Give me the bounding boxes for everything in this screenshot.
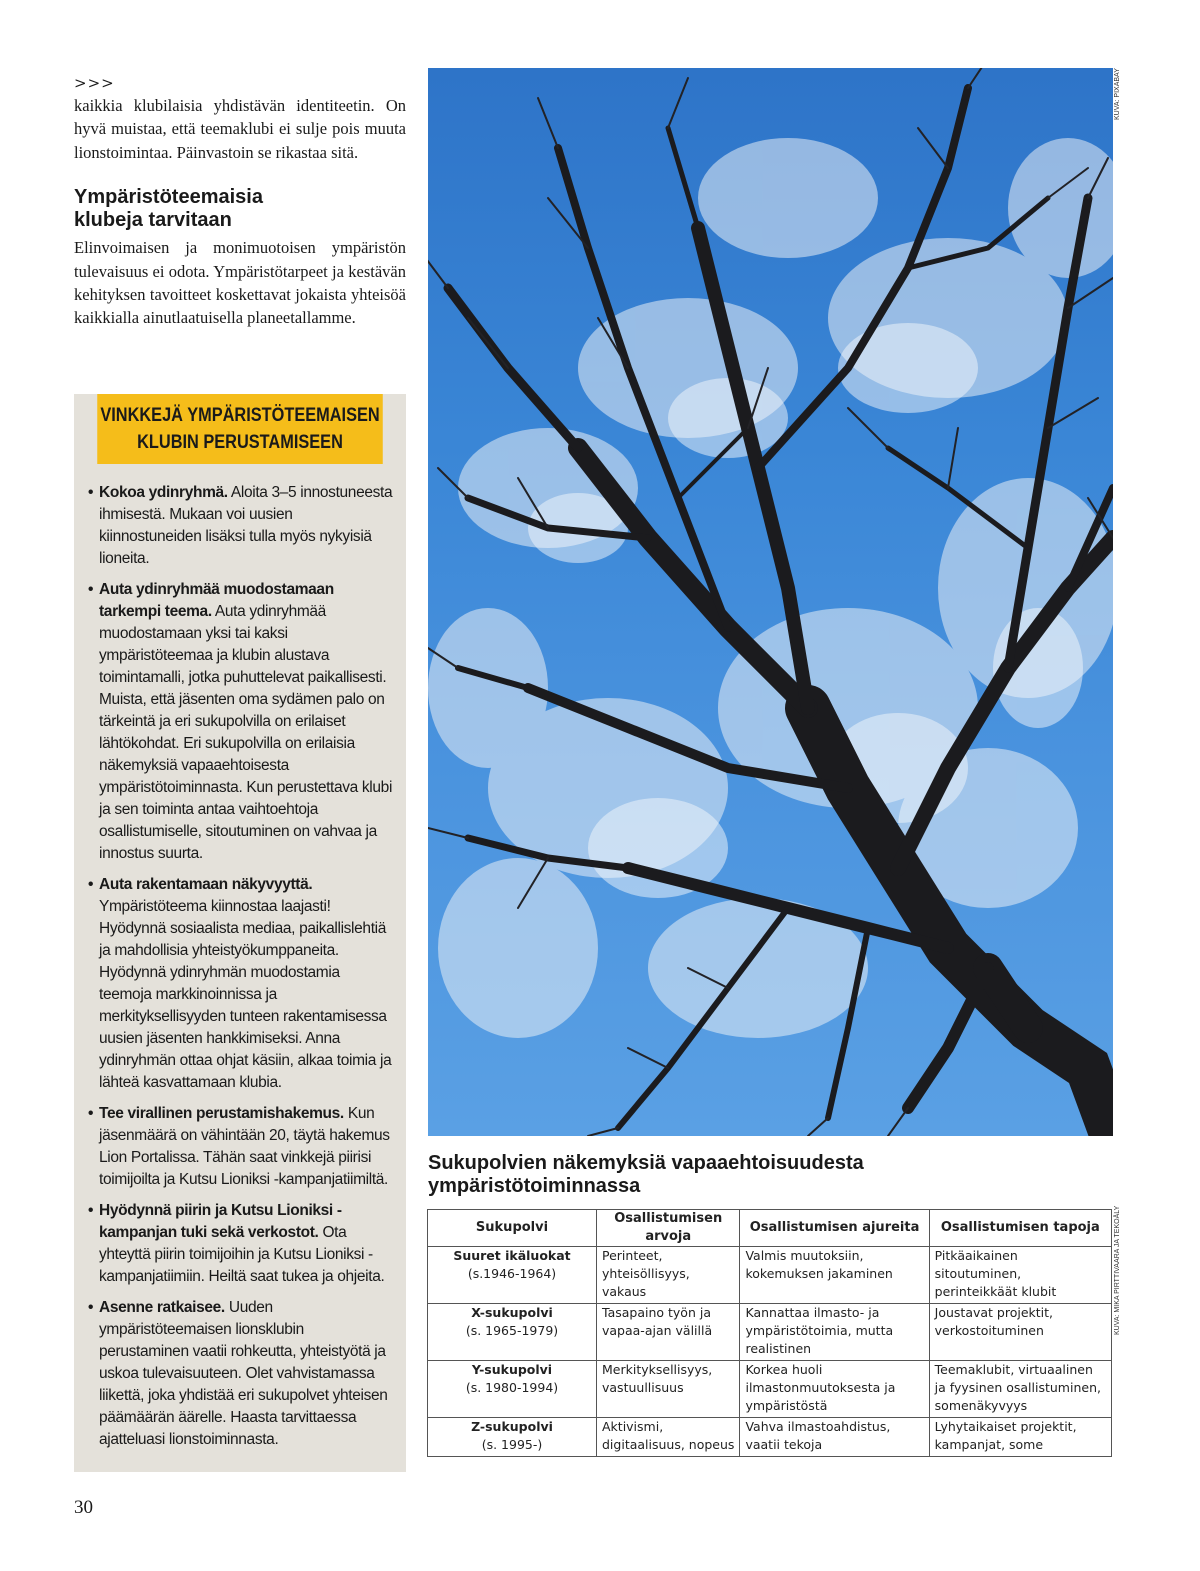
tree-illustration bbox=[428, 68, 1113, 1136]
tips-heading-line2: KLUBIN PERUSTAMISEEN bbox=[137, 432, 343, 453]
table-row bbox=[428, 1418, 1112, 1457]
column-header: Osallistumisen tapoja bbox=[929, 1210, 1111, 1247]
article-column bbox=[74, 72, 406, 330]
tips-box bbox=[74, 394, 406, 1472]
tip-item-lead: Kokoa ydinryhmä. bbox=[99, 484, 228, 501]
tip-item bbox=[88, 874, 396, 1094]
values-cell: Perinteet, yhteisöllisyys, vakaus bbox=[597, 1247, 740, 1304]
table-credit: KUVA: MIKA PIRTTIVAARA JA TEKOÄLY bbox=[1114, 1206, 1121, 1336]
column-header: Sukupolvi bbox=[428, 1210, 597, 1247]
tip-item bbox=[88, 1297, 396, 1451]
generation-cell bbox=[428, 1304, 597, 1361]
column-header: Osallistumisen arvoja bbox=[597, 1210, 740, 1247]
table-row bbox=[428, 1304, 1112, 1361]
tip-item bbox=[88, 1103, 396, 1191]
column-header: Osallistumisen ajureita bbox=[740, 1210, 929, 1247]
tip-item-lead: Auta ydinryhmää muodostamaan tarkempi teema. bbox=[99, 581, 334, 620]
tip-item-lead: Hyödynnä piirin ja Kutsu Lioniksi -kampanjan tuki sekä verkostot. bbox=[99, 1202, 342, 1241]
continuation-marker: >>> bbox=[74, 74, 115, 92]
tip-item-text: Kun jäsenmäärä on vähintään 20, täytä hakemus Lion Portalissa. Tähän saat vinkkejä piirisi toimijoilta ja Kutsu Lioniksi -kampanjatiimiltä. bbox=[99, 1105, 390, 1188]
generation-years: (s.1946-1964) bbox=[467, 1266, 557, 1281]
generation-years: (s. 1965-1979) bbox=[465, 1323, 559, 1338]
drivers-cell: Valmis muutoksiin, kokemuksen jakaminen bbox=[740, 1247, 929, 1304]
values-cell: Tasapaino työn ja vapaa-ajan välillä bbox=[597, 1304, 740, 1361]
generation-cell bbox=[428, 1361, 597, 1418]
drivers-cell: Kannattaa ilmasto- ja ympäristötoimia, mutta realistinen bbox=[740, 1304, 929, 1361]
photo-credit: KUVA: PIXABAY bbox=[1114, 68, 1121, 120]
values-cell: Aktivismi, digitaalisuus, nopeus bbox=[597, 1418, 740, 1457]
tip-item-text: Uuden ympäristöteemaisen lionsklubin perustaminen vaatii rohkeutta, yhteistyötä ja uskoa tulevaisuuteen. Olet vahvistamassa liikettä, joka yhdistää eri sukupolvet yhteisen päämäärän äärelle. Haasta tarvittaessa ajatteluasi lionstoiminnasta. bbox=[99, 1299, 388, 1448]
table-header-row bbox=[428, 1210, 1112, 1247]
generations-table bbox=[427, 1209, 1112, 1457]
section-heading-line2: klubeja tarvitaan bbox=[74, 209, 232, 232]
tree-photo bbox=[428, 68, 1113, 1136]
tip-item-lead: Auta rakentamaan näkyvyyttä. bbox=[99, 876, 313, 893]
tips-heading-line1: VINKKEJÄ YMPÄRISTÖTEEMAISEN bbox=[100, 405, 380, 426]
tip-item bbox=[88, 1200, 396, 1288]
table-row bbox=[428, 1247, 1112, 1304]
generation-years: (s. 1995-) bbox=[481, 1437, 543, 1452]
generation-name: Suuret ikäluokat bbox=[453, 1248, 571, 1263]
table-title-line2: ympäristötoiminnassa bbox=[428, 1175, 641, 1197]
intro-paragraph: kaikkia klubilaisia yhdistävän identiteetin. On hyvä muistaa, että teemaklubi ei sulje pois muuta lionstoimintaa. Päinvastoin se rikastaa sitä. bbox=[74, 96, 406, 162]
tip-item-lead: Asenne ratkaisee. bbox=[99, 1299, 225, 1316]
drivers-cell: Vahva ilmastoahdistus, vaatii tekoja bbox=[740, 1418, 929, 1457]
page-number: 30 bbox=[74, 1497, 93, 1518]
generation-name: Y-sukupolvi bbox=[471, 1362, 553, 1377]
values-cell: Merkityksellisyys, vastuullisuus bbox=[597, 1361, 740, 1418]
section-heading bbox=[74, 186, 406, 232]
ways-cell: Teemaklubit, virtuaalinen ja fyysinen osallistuminen, somenäkyvyys bbox=[929, 1361, 1111, 1418]
generation-name: Z-sukupolvi bbox=[471, 1419, 553, 1434]
tips-heading bbox=[97, 394, 383, 464]
table-title-line1: Sukupolvien näkemyksiä vapaaehtoisuudesta bbox=[428, 1152, 864, 1174]
drivers-cell: Korkea huoli ilmastonmuutoksesta ja ympäristöstä bbox=[740, 1361, 929, 1418]
tip-item bbox=[88, 579, 396, 865]
generation-cell bbox=[428, 1418, 597, 1457]
ways-cell: Pitkäaikainen sitoutuminen, perinteikkäät klubit bbox=[929, 1247, 1111, 1304]
tip-item bbox=[88, 482, 396, 570]
table-title bbox=[428, 1152, 1108, 1198]
section-heading-line1: Ympäristöteemaisia bbox=[74, 186, 263, 209]
tip-item-text: Aloita 3–5 innostuneesta ihmisestä. Mukaan voi uusien kiinnostuneiden lisäksi tulla myös nykyisiä lioneita. bbox=[99, 484, 393, 567]
generation-years: (s. 1980-1994) bbox=[465, 1380, 559, 1395]
table-row bbox=[428, 1361, 1112, 1418]
generation-name: X-sukupolvi bbox=[471, 1305, 553, 1320]
ways-cell: Joustavat projektit, verkostoituminen bbox=[929, 1304, 1111, 1361]
tip-item-text: Ota yhteyttä piirin toimijoihin ja Kutsu Lioniksi -kampanjatiimiin. Heiltä saat tukea ja ohjeita. bbox=[99, 1224, 385, 1285]
generation-cell bbox=[428, 1247, 597, 1304]
ways-cell: Lyhytaikaiset projektit, kampanjat, some bbox=[929, 1418, 1111, 1457]
tips-list bbox=[74, 464, 406, 1451]
tip-item-lead: Tee virallinen perustamishakemus. bbox=[99, 1105, 344, 1122]
tip-item-text: Ympäristöteema kiinnostaa laajasti! Hyödynnä sosiaalista mediaa, paikallislehtiä ja mahdollisia yhteistyökumppaneita. Hyödynnä ydinryhmän muodostamia teemoja markkinoinnissa ja merkityksellisyyden tunteen rakentamisessa uusien jäsenten hankkimiseksi. Anna ydinryhmän ottaa ohjat käsiin, alkaa toimia ja lähteä kasvattamaan klubia. bbox=[99, 898, 392, 1091]
section-paragraph: Elinvoimaisen ja monimuotoisen ympäristön tulevaisuus ei odota. Ympäristötarpeet ja kestävän kehityksen tavoitteet koskettavat jokaista yhteisöä kaikkialla ainutlaatuisella planeetallamme. bbox=[74, 238, 406, 328]
tip-item-text: Auta ydinryhmää muodostamaan yksi tai kaksi ympäristöteemaa ja klubin alustava toimintamalli, jotka puhuttelevat paikallisesti. Muista, että jäsenten oma sydämen palo on tärkeintä ja eri sukupolvilla on erilaiset lähtökohdat. Eri sukupolvilla on erilaisia näkemyksiä vapaaehtoisesta ympäristötoiminnasta. Kun perustettava klubi ja sen toiminta antaa vaihtoehtoja osallistumiselle, sitoutuminen on vahvaa ja innostus suurta. bbox=[99, 603, 393, 862]
